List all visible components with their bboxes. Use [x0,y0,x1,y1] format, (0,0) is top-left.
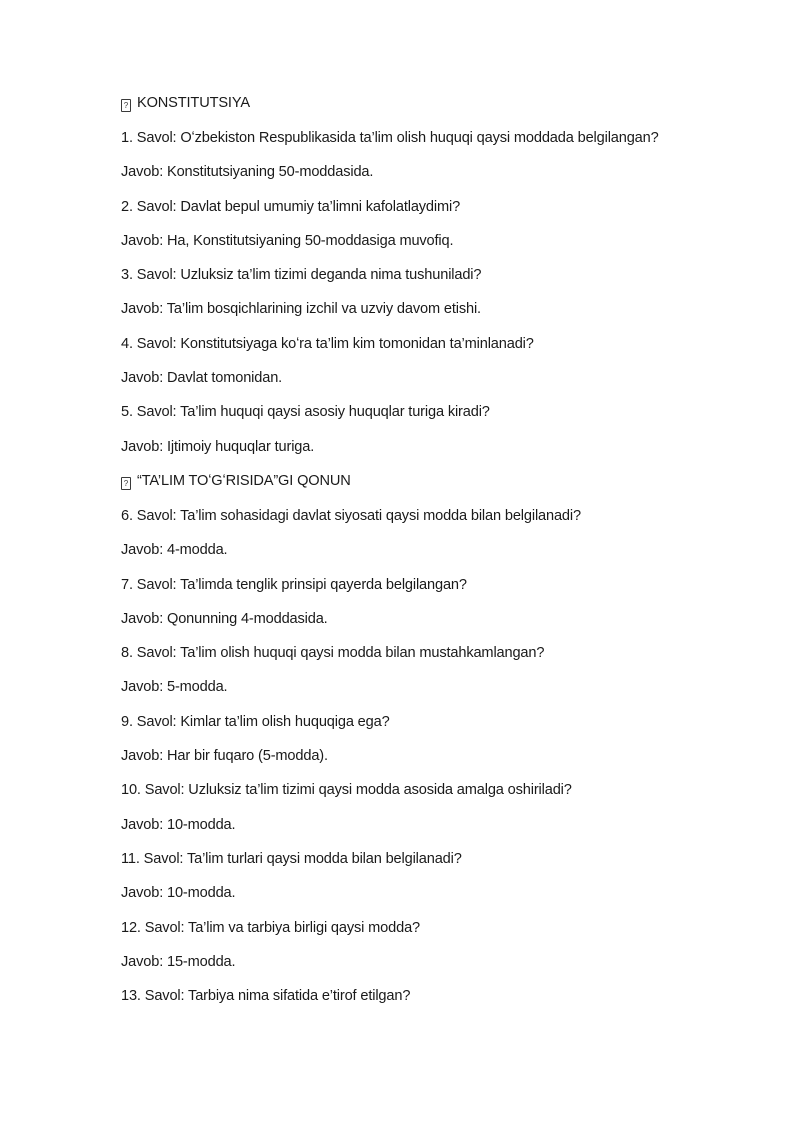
paragraph-text: Javob: 15-modda. [121,953,236,970]
missing-glyph-box-icon: ? [121,477,131,490]
paragraph-text: Javob: Ta’lim bosqichlarining izchil va uzviy davom etishi. [121,301,481,318]
paragraph-text: 5. Savol: Ta’lim huquqi qaysi asosiy huquqlar turiga kiradi? [121,404,490,421]
question-paragraph [121,646,760,661]
answer-paragraph [121,165,760,180]
answer-paragraph [121,302,760,317]
answer-paragraph [121,612,760,627]
document-content [121,96,760,1023]
paragraph-text: Javob: Ijtimoiy huquqlar turiga. [121,438,315,455]
question-paragraph [121,268,760,283]
paragraph-text: 11. Savol: Ta’lim turlari qaysi modda bilan belgilanadi? [121,850,462,867]
paragraph-text: Javob: Konstitutsiyaning 50-moddasida. [121,164,374,181]
paragraph-text: Javob: 5-modda. [121,679,228,696]
paragraph-text: 3. Savol: Uzluksiz ta’lim tizimi deganda nima tushuniladi? [121,267,482,284]
missing-glyph-box-icon: ? [121,99,131,112]
answer-paragraph [121,680,760,695]
paragraph-text: 4. Savol: Konstitutsiyaga koʻra ta’lim kim tomonidan ta’minlanadi? [121,335,534,352]
question-paragraph [121,921,760,936]
paragraph-text: 9. Savol: Kimlar ta’lim olish huquqiga ega? [121,713,390,730]
paragraph-text: 13. Savol: Tarbiya nima sifatida e’tirof etilgan? [121,988,411,1005]
paragraph-text: Javob: Har bir fuqaro (5-modda). [121,748,328,765]
paragraph-text: Javob: Davlat tomonidan. [121,370,283,387]
paragraph-text: Javob: Ha, Konstitutsiyaning 50-moddasiga muvofiq. [121,232,454,249]
section-heading [121,96,760,112]
paragraph-text: 8. Savol: Ta’lim olish huquqi qaysi modda bilan mustahkamlangan? [121,645,545,662]
paragraph-text: Javob: 10-modda. [121,816,236,833]
answer-paragraph [121,371,760,386]
question-paragraph [121,405,760,420]
paragraph-text: 6. Savol: Ta’lim sohasidagi davlat siyosati qaysi modda bilan belgilanadi? [121,507,581,524]
paragraph-text: Javob: 4-modda. [121,542,228,559]
question-paragraph [121,337,760,352]
paragraph-text: 10. Savol: Uzluksiz ta’lim tizimi qaysi modda asosida amalga oshiriladi? [121,782,572,799]
paragraph-text: 1. Savol: Oʻzbekiston Respublikasida ta’lim olish huquqi qaysi moddada belgilangan? [121,130,659,146]
question-paragraph [121,200,760,215]
paragraph-text: Javob: Qonunning 4-moddasida. [121,610,328,627]
question-paragraph [121,989,760,1004]
answer-paragraph [121,440,760,455]
question-paragraph [121,715,760,730]
section-heading [121,474,760,490]
question-paragraph [121,578,760,593]
question-paragraph [121,852,760,867]
answer-paragraph [121,886,760,901]
question-paragraph [121,509,760,524]
question-paragraph [121,131,760,146]
paragraph-text: 7. Savol: Ta’limda tenglik prinsipi qayerda belgilangan? [121,576,467,593]
paragraph-text: 12. Savol: Ta’lim va tarbiya birligi qaysi modda? [121,919,420,936]
question-paragraph [121,783,760,798]
answer-paragraph [121,955,760,970]
paragraph-text: “TA’LIM TOʻGʻRISIDA”GI QONUN [137,472,351,489]
answer-paragraph [121,234,760,249]
answer-paragraph [121,543,760,558]
answer-paragraph [121,749,760,764]
paragraph-text: KONSTITUTSIYA [137,95,250,111]
paragraph-text: 2. Savol: Davlat bepul umumiy ta’limni kafolatlaydimi? [121,198,461,215]
paragraph-text: Javob: 10-modda. [121,885,236,902]
answer-paragraph [121,818,760,833]
